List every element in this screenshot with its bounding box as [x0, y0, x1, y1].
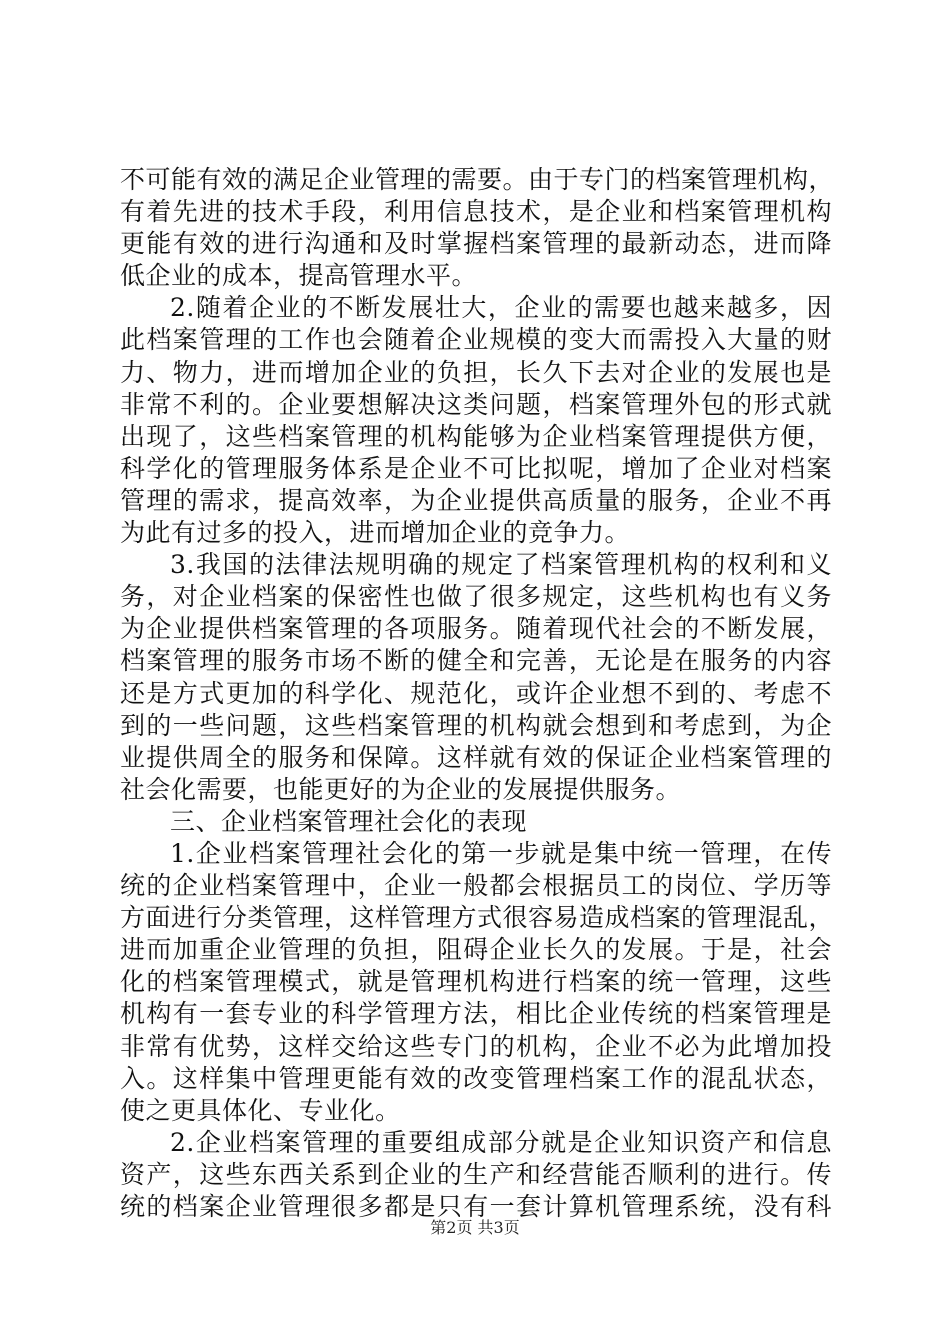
paragraph-start-line: 3.我国的法律法规明确的规定了档案管理机构的权利和义: [170, 550, 832, 580]
text-line: 此档案管理的工作也会随着企业规模的变大而需投入大量的财: [120, 325, 832, 355]
text-line: 化的档案管理模式，就是管理机构进行档案的统一管理，这些: [120, 967, 832, 997]
text-line: 方面进行分类管理，这样管理方式很容易造成档案的管理混乱，: [120, 903, 835, 933]
text-line: 务，对企业档案的保密性也做了很多规定，这些机构也有义务: [120, 582, 832, 612]
text-line: 档案管理的服务市场不断的健全和完善，无论是在服务的内容: [120, 646, 832, 676]
text-line: 有着先进的技术手段，利用信息技术，是企业和档案管理机构: [120, 197, 832, 227]
text-line: 进而加重企业管理的负担，阻碍企业长久的发展。于是，社会: [120, 935, 832, 965]
paragraph-start-line: 1.企业档案管理社会化的第一步就是集中统一管理，在传: [170, 838, 832, 868]
text-line: 非常不利的。企业要想解决这类问题，档案管理外包的形式就: [120, 389, 832, 419]
paragraph-start-line: 2.随着企业的不断发展壮大，企业的需要也越来越多，因: [170, 293, 832, 323]
text-line: 科学化的管理服务体系是企业不可比拟呢，增加了企业对档案: [120, 453, 832, 483]
text-line: 使之更具体化、专业化。: [120, 1095, 401, 1125]
text-line: 机构有一套专业的科学管理方法，相比企业传统的档案管理是: [120, 999, 832, 1029]
text-line: 力、物力，进而增加企业的负担，长久下去对企业的发展也是: [120, 357, 832, 387]
text-line: 资产，这些东西关系到企业的生产和经营能否顺利的进行。传: [120, 1159, 832, 1189]
text-line: 非常有优势，这样交给这些专门的机构，企业不必为此增加投: [120, 1031, 832, 1061]
text-line: 更能有效的进行沟通和及时掌握档案管理的最新动态，进而降: [120, 229, 832, 259]
text-line: 统的企业档案管理中，企业一般都会根据员工的岗位、学历等: [120, 871, 832, 901]
text-line: 统的档案企业管理很多都是只有一套计算机管理系统，没有科: [120, 1192, 832, 1221]
text-line: 为此有过多的投入，进而增加企业的竞争力。: [120, 518, 631, 548]
body-text: [120, 164, 835, 1223]
paragraph-start-line: 2.企业档案管理的重要组成部分就是企业知识资产和信息: [170, 1127, 832, 1157]
page-footer: 第2页 共3页: [430, 1218, 520, 1237]
text-line: 社会化需要，也能更好的为企业的发展提供服务。: [120, 774, 682, 804]
text-line: 入。这样集中管理更能有效的改变管理档案工作的混乱状态，: [120, 1063, 832, 1093]
text-line: 管理的需求，提高效率，为企业提供高质量的服务，企业不再: [120, 485, 832, 515]
text-line: 业提供周全的服务和保障。这样就有效的保证企业档案管理的: [120, 742, 832, 772]
text-line: 到的一些问题，这些档案管理的机构就会想到和考虑到，为企: [120, 710, 832, 740]
text-line: 低企业的成本，提高管理水平。: [120, 261, 478, 291]
text-line: 还是方式更加的科学化、规范化，或许企业想不到的、考虑不: [120, 678, 832, 708]
text-line: 为企业提供档案管理的各项服务。随着现代社会的不断发展，: [120, 614, 832, 644]
section-heading: 三、企业档案管理社会化的表现: [170, 806, 528, 836]
text-line: 出现了，这些档案管理的机构能够为企业档案管理提供方便，: [120, 421, 832, 451]
text-line: 不可能有效的满足企业管理的需要。由于专门的档案管理机构，: [120, 165, 835, 194]
